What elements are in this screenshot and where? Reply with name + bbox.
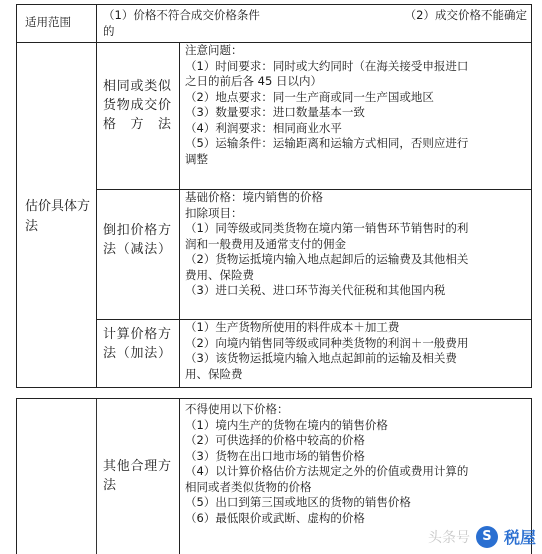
method-label-similar-goods: 相同或类似货物成交价格方法: [103, 79, 171, 132]
content-line: （5）出口到第三国或地区的货物的销售价格: [185, 495, 411, 509]
content-line: 相同或者类似货物的价格: [185, 479, 312, 494]
watermark-faint-text: 头条号: [427, 529, 470, 546]
content-line: （1）境内生产的货物在境内的销售价格: [185, 417, 388, 432]
method-label-computed: 计算价格方法（加法）: [103, 327, 171, 361]
content-line: （3）该货物运抵境内输入地点起卸前的运输及相关费: [185, 351, 457, 365]
content-line: （3）货物在出口地市场的销售价格: [185, 448, 365, 463]
content-line: （1）生产货物所使用的料件成本＋加工费: [185, 320, 400, 334]
method-content-computed: [185, 320, 529, 382]
content-line: 费用、保险费: [185, 267, 254, 282]
scope-content: [103, 8, 527, 39]
content-line: 用、保险费: [185, 366, 243, 381]
method-label-deductive: 倒扣价格方法（减法）: [103, 223, 171, 257]
content-line: （2）可供选择的价格中较高的价格: [185, 433, 365, 447]
content-line: （1）时间要求：同时或大约同时（在海关接受申报进口: [185, 58, 469, 73]
content-line: 之日的前后各 45 日以内）: [185, 74, 322, 88]
watermark: [428, 525, 536, 548]
content-line: （3）数量要求：进口数量基本一致: [185, 105, 365, 119]
content-line: （3）进口关税、进口环节海关代征税和其他国内税: [185, 283, 446, 297]
content-line: 不得使用以下价格：: [185, 402, 289, 416]
method-content-other: [185, 402, 529, 526]
content-line: （5）运输条件：运输距离和运输方式相同，否则应进行: [185, 136, 469, 150]
brand-logo-icon: S: [476, 526, 498, 548]
content-line: （2）货物运抵境内输入地点起卸后的运输费及其他相关: [185, 252, 469, 266]
content-line: 注意问题：: [185, 43, 243, 57]
content-line: （1）同等级或同类货物在境内第一销售环节销售时的利: [185, 221, 469, 235]
content-line: （2）向境内销售同等级或同种类货物的利润＋一般费用: [185, 335, 469, 350]
content-line: 基础价格：境内销售的价格: [185, 190, 323, 204]
content-line: 调整: [185, 151, 208, 166]
method-content-deductive: [185, 190, 529, 299]
content-line: （6）最低限价或武断、虚构的价格: [185, 510, 365, 525]
method-content-similar-goods: [185, 43, 529, 167]
content-line: 润和一般费用及通常支付的佣金: [185, 236, 346, 251]
scope-label: 适用范围: [25, 15, 71, 29]
valuation-methods-table: [16, 4, 532, 388]
content-line: （4）利润要求：相同商业水平: [185, 120, 342, 135]
brand-name: 税屋: [503, 528, 536, 547]
scope-condition-2-cont: 的: [103, 23, 115, 38]
method-label-other: 其他合理方法: [103, 459, 171, 493]
content-line: （4）以计算价格估价方法规定之外的价值或费用计算的: [185, 464, 469, 478]
scope-condition-2: （2）成交价格不能确定: [404, 8, 527, 22]
group-label-valuation-methods: 估价具体方法: [25, 199, 91, 234]
scope-condition-1: （1）价格不符合成交价格条件: [103, 8, 260, 22]
content-line: （2）地点要求：同一生产商或同一生产国或地区: [185, 89, 434, 104]
content-line: 扣除项目：: [185, 205, 243, 220]
